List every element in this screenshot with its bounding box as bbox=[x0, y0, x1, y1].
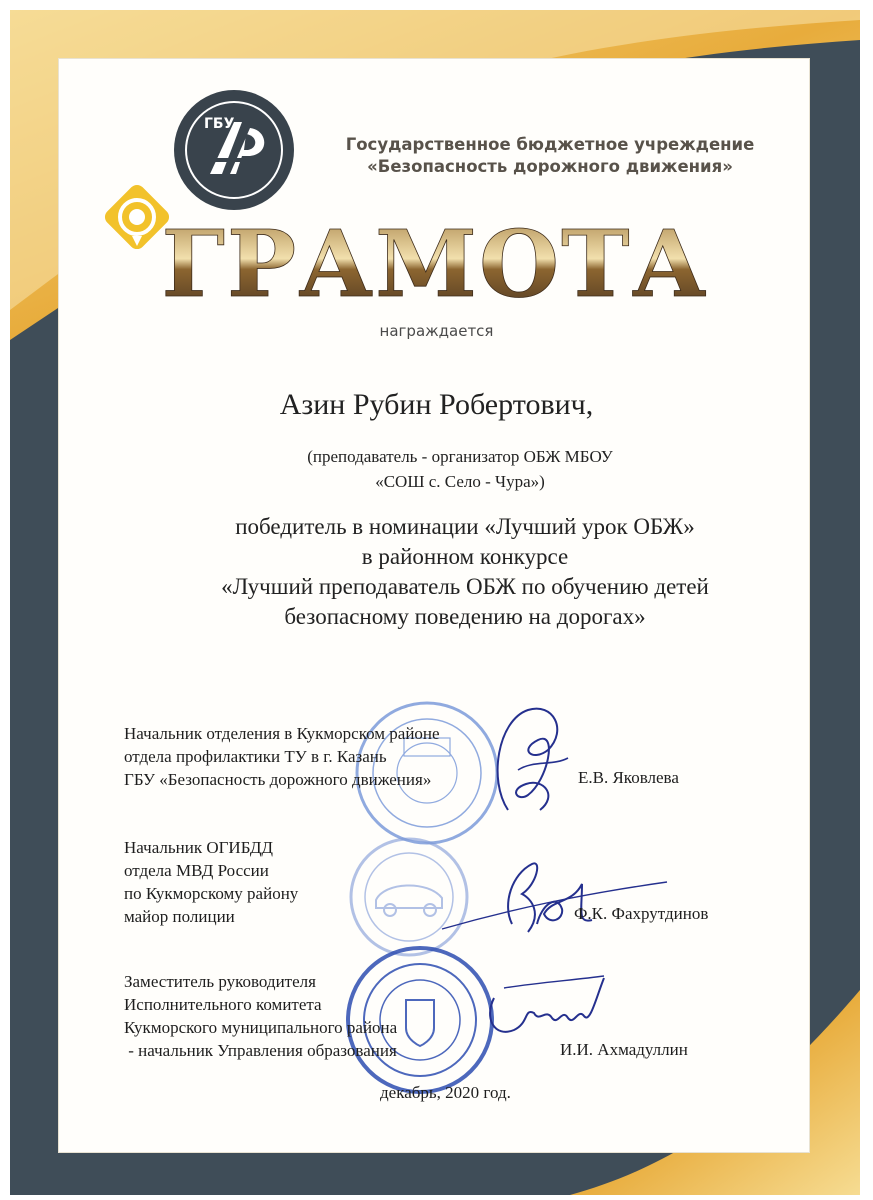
award-line-3: «Лучший преподаватель ОБЖ по обучению детей bbox=[221, 574, 709, 599]
signature-fakhrutdinov-icon bbox=[432, 854, 672, 944]
signature-akhmadullin-icon bbox=[474, 968, 614, 1048]
award-line-2: в районном конкурсе bbox=[361, 544, 569, 569]
signatory-2-title bbox=[124, 836, 298, 928]
recipient-name: Азин Рубин Робертович, bbox=[279, 388, 594, 421]
logo-text: ГБУ bbox=[204, 116, 235, 132]
signatory-1-line-2: отдела профилактики ТУ в г. Казань bbox=[124, 747, 387, 766]
award-line-4: безопасному поведению на дорогах» bbox=[284, 604, 646, 629]
awarded-label: награждается bbox=[379, 322, 494, 340]
gbu-logo-icon bbox=[172, 88, 296, 212]
signatory-2-line-4: майор полиции bbox=[124, 907, 235, 926]
signatory-3-line-2: Исполнительного комитета bbox=[124, 995, 322, 1014]
position-line-1: (преподаватель - организатор ОБЖ МБОУ bbox=[307, 447, 613, 466]
recipient-position bbox=[240, 444, 680, 494]
signatory-3-line-4: - начальник Управления образования bbox=[124, 1041, 397, 1060]
title-text: ГРАМОТА bbox=[161, 210, 709, 318]
signatory-3-title bbox=[124, 970, 397, 1062]
signatory-2-line-3: по Кукморскому району bbox=[124, 884, 299, 903]
award-line-1: победитель в номинации «Лучший урок ОБЖ» bbox=[235, 514, 695, 539]
organization-line-2: «Безопасность дорожного движения» bbox=[367, 157, 733, 176]
signatory-2-line-1: Начальник ОГИБДД bbox=[124, 838, 274, 857]
award-description bbox=[90, 512, 840, 632]
signatory-3-line-1: Заместитель руководителя bbox=[124, 972, 316, 991]
signatory-1-name: Е.В. Яковлева bbox=[578, 768, 679, 787]
signatory-1-line-1: Начальник отделения в Кукморском районе bbox=[124, 724, 440, 743]
organization-name bbox=[330, 134, 770, 178]
issue-date: декабрь, 2020 год. bbox=[380, 1083, 511, 1102]
organization-line-1: Государственное бюджетное учреждение bbox=[345, 135, 755, 154]
signatory-2-name: Ф.К. Фахрутдинов bbox=[574, 904, 709, 923]
signatory-1-title bbox=[124, 722, 440, 791]
signatory-3-name: И.И. Ахмадуллин bbox=[560, 1040, 688, 1059]
signatory-1-line-3: ГБУ «Безопасность дорожного движения» bbox=[124, 770, 432, 789]
certificate-title bbox=[161, 210, 709, 318]
signature-yakovleva-icon bbox=[478, 700, 588, 830]
position-line-2: «СОШ с. Село - Чура») bbox=[375, 472, 545, 491]
signatory-3-line-3: Кукморского муниципального района bbox=[124, 1018, 398, 1037]
signatory-2-line-2: отдела МВД России bbox=[124, 861, 269, 880]
